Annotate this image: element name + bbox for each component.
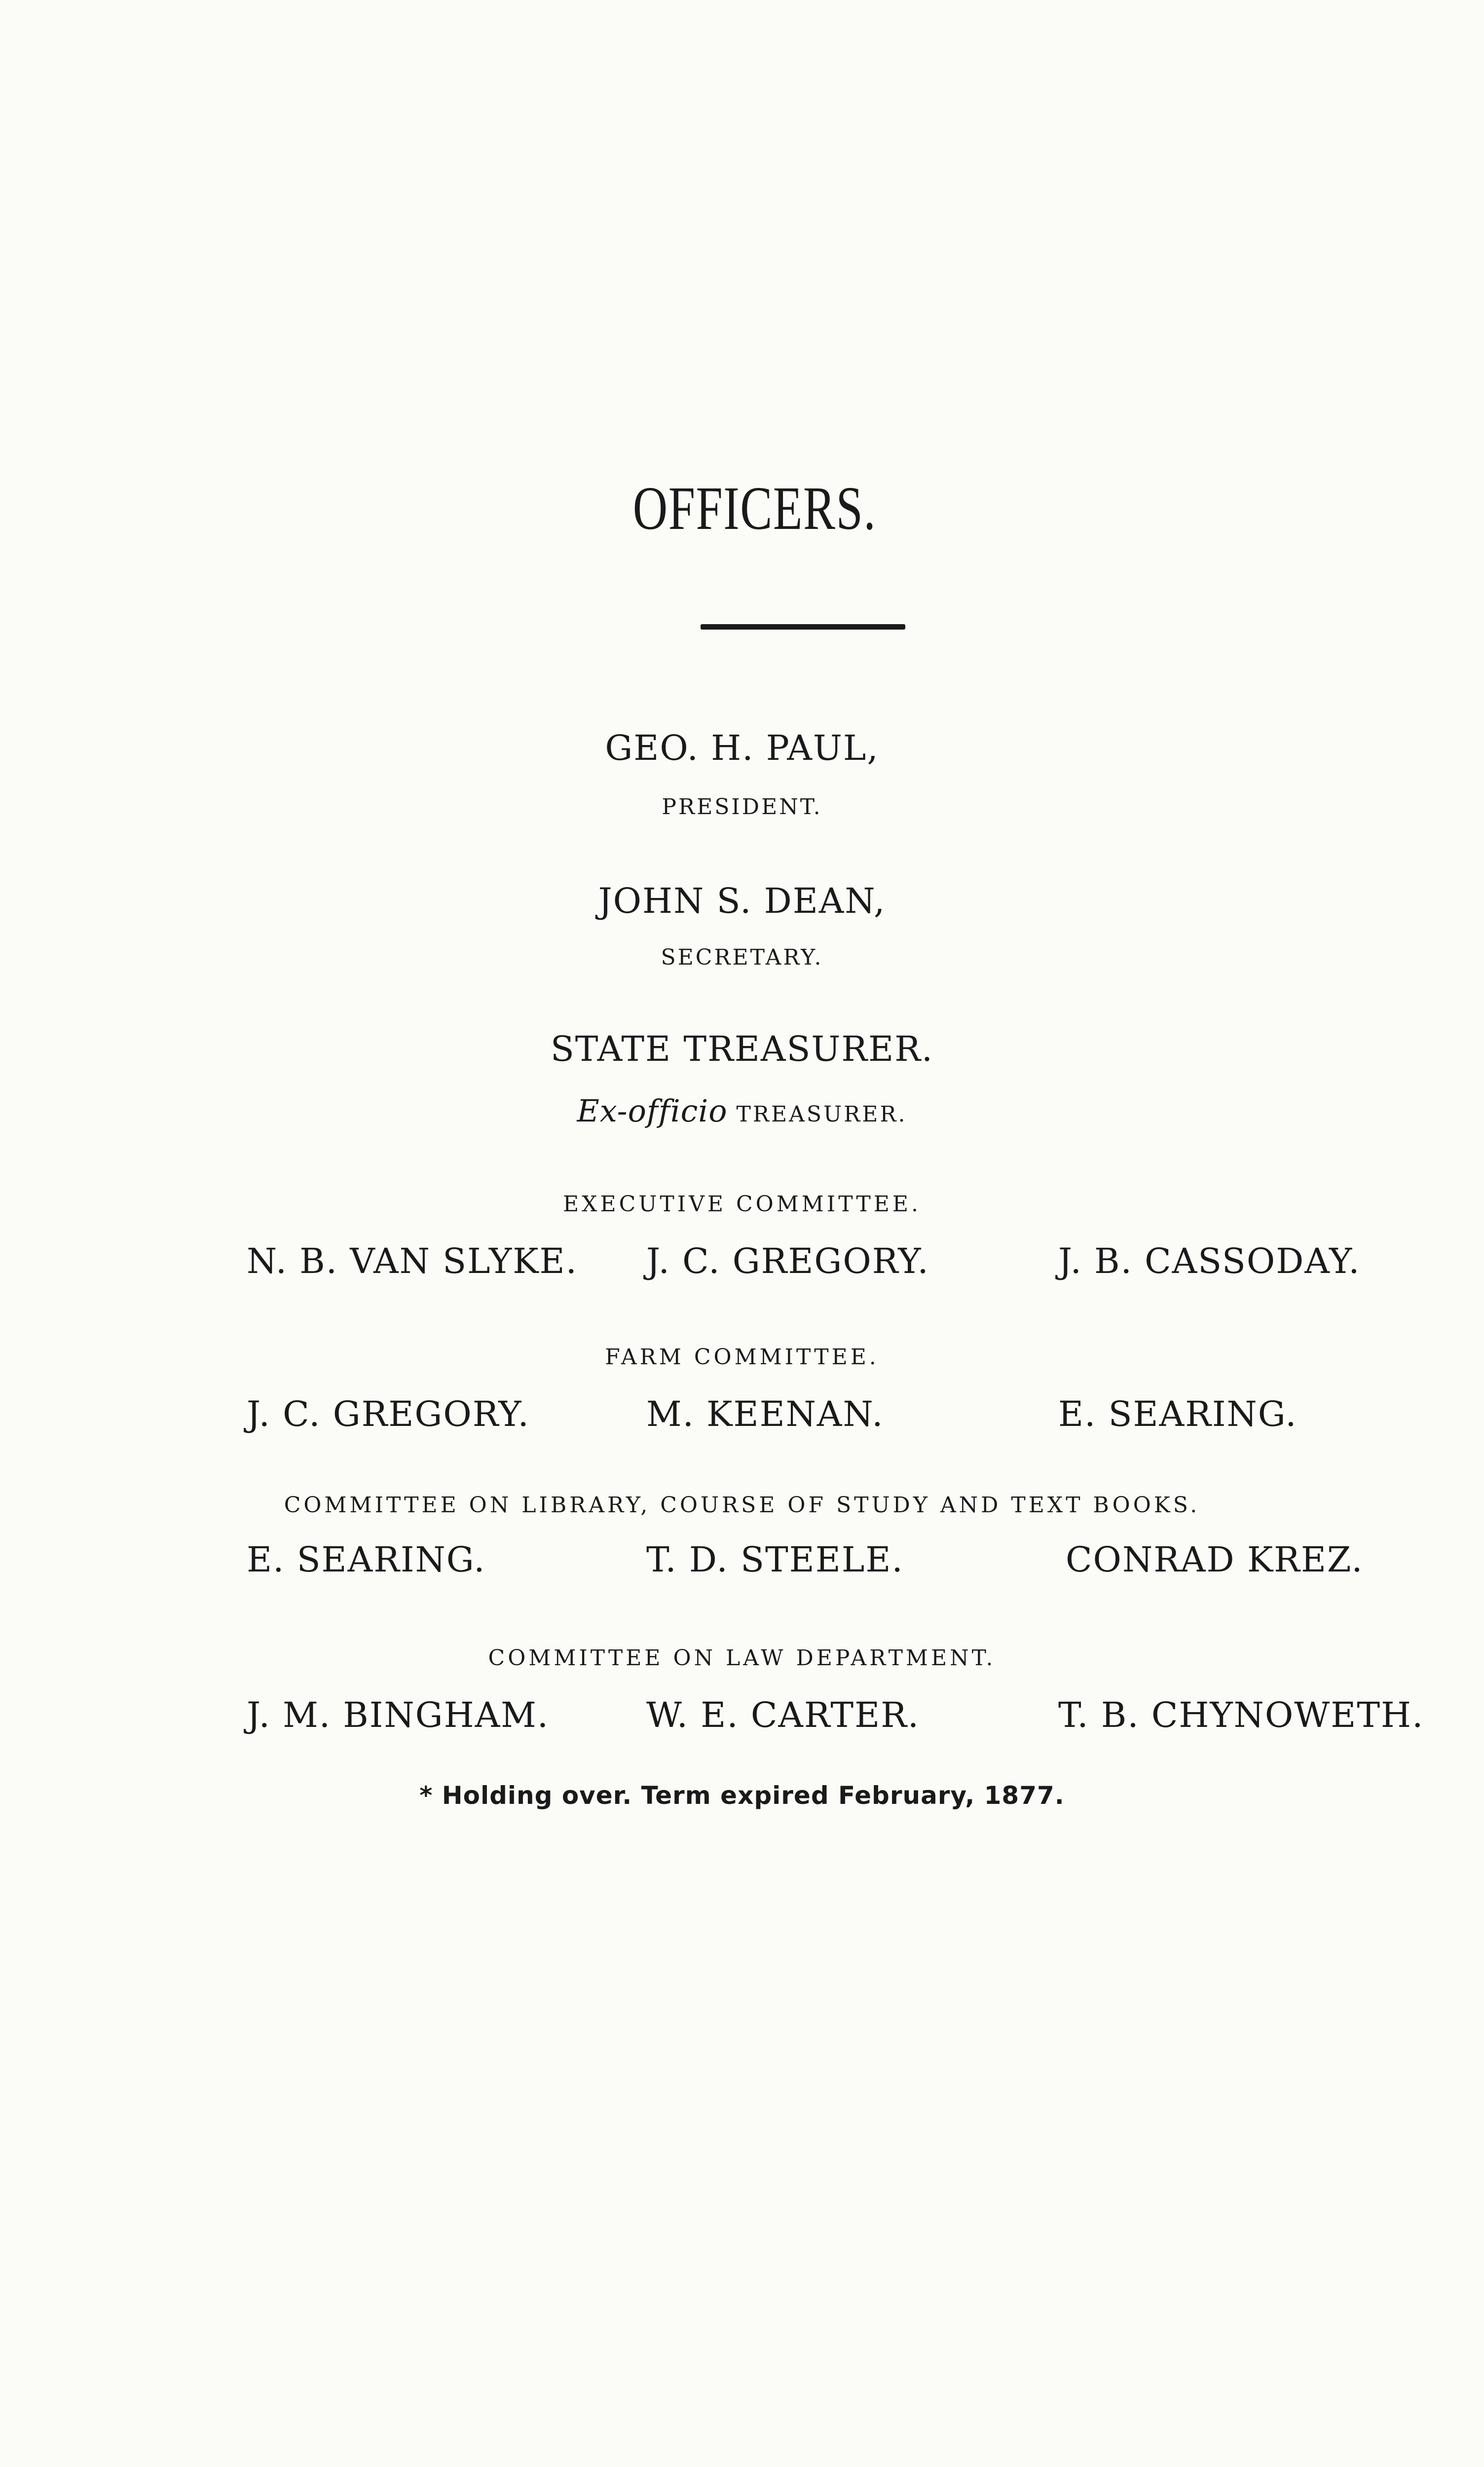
- page-title: OFFICERS.: [632, 475, 877, 543]
- secretary-name: JOHN S. DEAN,: [598, 881, 886, 921]
- law-member: T. B. CHYNOWETH.: [1058, 1695, 1424, 1735]
- law-member: W. E. CARTER.: [646, 1695, 920, 1735]
- law-member: J. M. BINGHAM.: [247, 1695, 550, 1735]
- executive-committee-title: EXECUTIVE COMMITTEE.: [563, 1192, 921, 1217]
- secretary-title: SECRETARY.: [661, 945, 823, 970]
- farm-member: J. C. GREGORY.: [247, 1394, 530, 1434]
- executive-member: J. B. CASSODAY.: [1058, 1241, 1361, 1281]
- library-committee-title: COMMITTEE ON LIBRARY, COURSE OF STUDY AND TEXT BOOKS.: [284, 1493, 1200, 1518]
- president-title: PRESIDENT.: [662, 794, 822, 820]
- executive-member: N. B. VAN SLYKE.: [247, 1241, 578, 1281]
- treasurer-title: [0, 1093, 1484, 1129]
- treasurer-title-rest: TREASURER.: [727, 1102, 907, 1127]
- farm-member: M. KEENAN.: [646, 1394, 884, 1434]
- law-committee-title: COMMITTEE ON LAW DEPARTMENT.: [488, 1645, 996, 1671]
- library-member: T. D. STEELE.: [646, 1539, 904, 1580]
- farm-member: E. SEARING.: [1058, 1394, 1298, 1434]
- treasurer-title-italic: Ex-officio: [577, 1093, 728, 1129]
- title-rule: [701, 624, 905, 630]
- treasurer-name: STATE TREASURER.: [550, 1029, 934, 1069]
- library-member: CONRAD KREZ.: [1066, 1539, 1364, 1580]
- executive-member: J. C. GREGORY.: [646, 1241, 929, 1281]
- president-name: GEO. H. PAUL,: [605, 728, 879, 768]
- library-member: E. SEARING.: [247, 1539, 486, 1580]
- farm-committee-title: FARM COMMITTEE.: [605, 1345, 879, 1370]
- footnote: * Holding over. Term expired February, 1877.: [419, 1781, 1065, 1810]
